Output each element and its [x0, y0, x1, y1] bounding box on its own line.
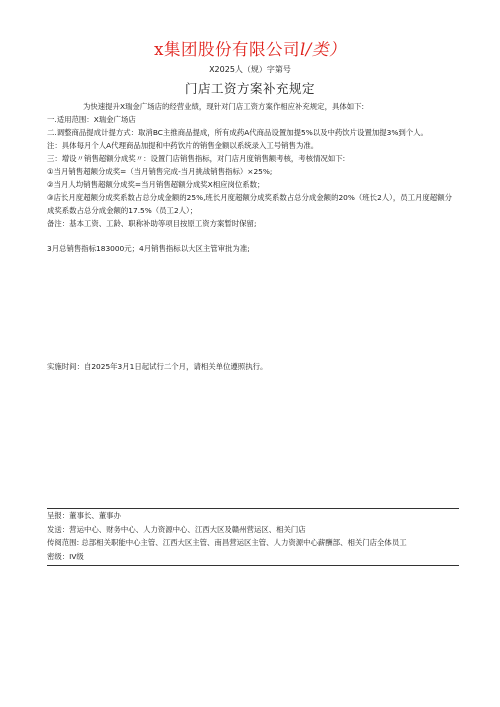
- note-paragraph: 注：具体每月个人A代理商品加提和中药饮片的销售金额以系统录入工号销售为准。: [47, 141, 319, 150]
- formula-2: ②当月人均销售超额分成奖=当月销售超额分成奖X相应岗位系数；: [47, 180, 265, 189]
- scope-paragraph: 一.适用范围：X瑞金广场店: [47, 115, 136, 124]
- formula-1: ①当月销售超额分成奖=（当月销售完成-当月挑战销售指标）×25%;: [47, 167, 273, 176]
- security-level: 密级：IV级: [47, 551, 84, 561]
- sales-target-paragraph: 3月总销售指标183000元；4月销售指标以大区主管审批为准;: [47, 244, 250, 253]
- intro-paragraph: 为快速提升X瑞金广场店的经营业绩，现针对门店工资方案作相应补充规定，具体如下:: [83, 102, 365, 111]
- company-name: x集团股份有限公司: [154, 40, 300, 59]
- document-body: [47, 100, 459, 373]
- bonus-paragraph: 三：增设〃销售超额分成奖〃：设置门店销售指标，对门店月度销售额考核，考核情况如下:: [47, 154, 346, 163]
- footer-rule: [47, 565, 459, 566]
- formula-3: ③店长月度超额分成奖系数占总分成金额的25%,班长月度超额分成奖系数占总分成金额的20%（班长2人），员工月度超额分成奖系数占总分成金额的17.5%（员工2人）；: [47, 193, 452, 215]
- commission-paragraph: 二.调整商品提成计提方式：取消BC主推商品提成，所有成药A代商品设置加提5%以及中药饮片设置加提3%到个人。: [47, 128, 428, 137]
- report-to: 呈报：董事长、董事办: [47, 511, 121, 520]
- remark-paragraph: 备注：基本工资、工龄、职称补助等项目按原工资方案暂时保留;: [47, 219, 257, 228]
- header-suffix: l/类）: [299, 40, 346, 59]
- distribution-block: [47, 508, 459, 566]
- send-to: 发送：营运中心、财务中心、人力资源中心、江西大区及赣州营运区、相关门店: [47, 524, 306, 534]
- company-header: [0, 36, 500, 60]
- document-title: 门店工资方案补充规定: [184, 81, 315, 96]
- circulation-scope: 传阅范围: 总部相关职能中心主管、江西大区主管、南昌营运区主管、人力资源中心薪酬部、相关门店全体员工: [47, 538, 407, 547]
- effective-date-paragraph: 实施时间：自2025年3月1日起试行二个月，请相关单位遵照执行。: [47, 362, 268, 371]
- document-number: X2025人（规）字第号: [209, 65, 291, 74]
